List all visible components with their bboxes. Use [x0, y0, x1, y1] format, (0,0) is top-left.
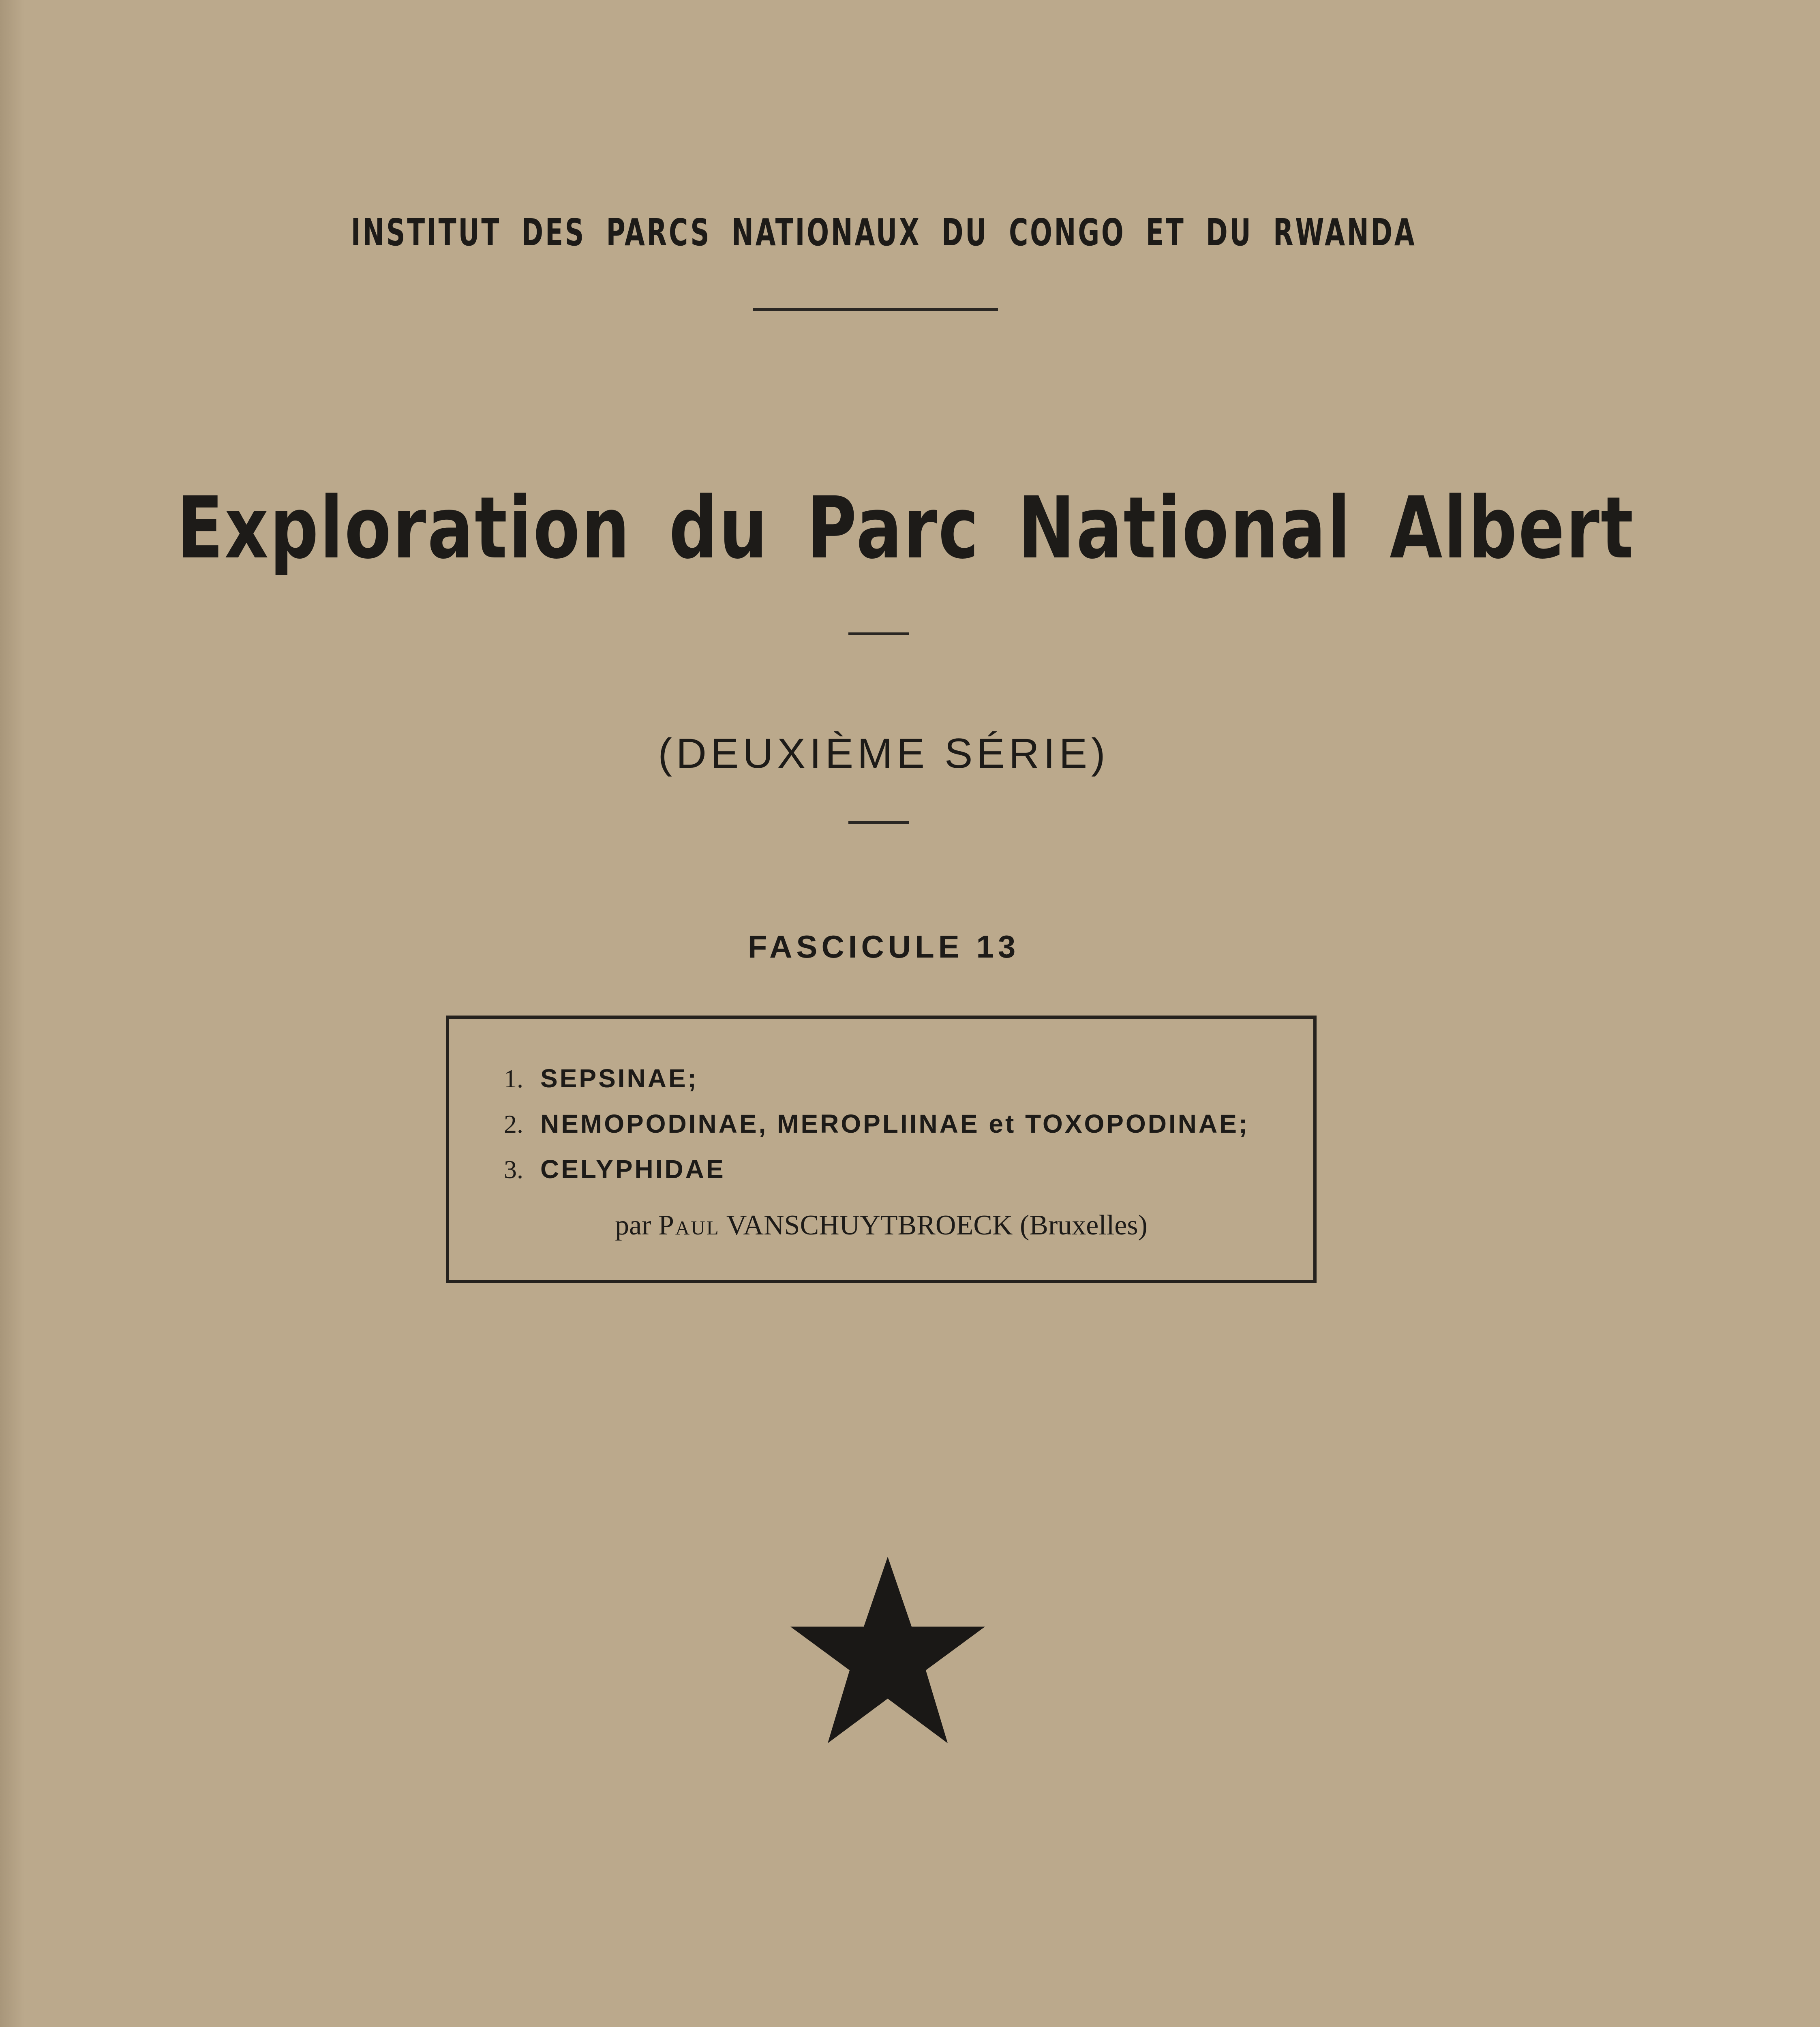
divider-rule	[848, 632, 909, 635]
fascicule-number: FASCICULE 13	[747, 929, 1020, 964]
author-prefix: par	[615, 1210, 651, 1241]
contents-item-text: SEPSINAE;	[540, 1064, 698, 1093]
contents-item	[504, 1063, 698, 1094]
author-first-name: Paul	[658, 1210, 720, 1241]
contents-item	[504, 1154, 726, 1185]
spine-shadow	[0, 0, 24, 2027]
author-affiliation: (Bruxelles)	[1019, 1210, 1148, 1241]
author-line	[449, 1209, 1313, 1242]
contents-item-number: 3.	[504, 1155, 523, 1184]
contents-item	[504, 1109, 1249, 1139]
page-title: Exploration du Parc National Albert	[177, 478, 1635, 578]
contents-item-text: CELYPHIDAE	[540, 1155, 726, 1184]
author-last-name: VANSCHUYTBROECK	[726, 1210, 1013, 1241]
contents-item-text: NEMOPODINAE, MEROPLIINAE et TOXOPODINAE;	[540, 1109, 1250, 1138]
contents-item-number: 1.	[504, 1064, 523, 1093]
institute-name: INSTITUT DES PARCS NATIONAUX DU CONGO ET DU RWANDA	[351, 211, 1417, 254]
contents-item-number: 2.	[504, 1110, 523, 1138]
divider-rule	[753, 308, 998, 311]
star-icon	[786, 1557, 989, 1743]
divider-rule	[848, 821, 909, 824]
series-label: (DEUXIÈME SÉRIE)	[658, 730, 1109, 777]
contents-box	[446, 1016, 1317, 1283]
